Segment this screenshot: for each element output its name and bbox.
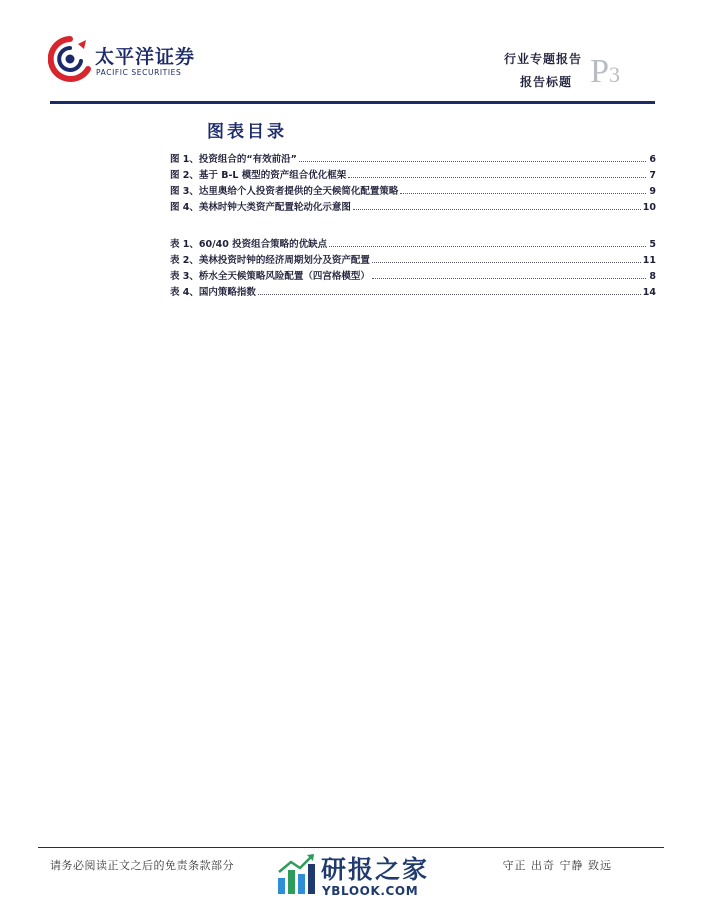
toc-entry-page: 9 — [649, 186, 656, 197]
header-divider — [50, 101, 655, 104]
toc-entry-table-2[interactable] — [170, 250, 656, 266]
toc-leader-dots — [372, 261, 641, 263]
toc-entry-label: 图 4、美林时钟大类资产配置轮动化示意图 — [170, 202, 351, 213]
toc-entry-figure-1[interactable] — [170, 149, 656, 165]
table-list — [170, 234, 656, 298]
toc-entry-page: 7 — [649, 170, 656, 181]
toc-entry-label: 图 2、基于 B-L 模型的资产组合优化框架 — [170, 170, 347, 181]
toc-heading: 图表目录 — [207, 122, 287, 142]
watermark-url: YBLOOK.COM — [322, 884, 419, 898]
toc-entry-label: 表 4、国内策略指数 — [170, 287, 256, 298]
page-number — [590, 55, 620, 89]
toc-entry-page: 10 — [642, 202, 656, 213]
toc-entry-page: 5 — [649, 239, 656, 250]
pacific-securities-logo-icon — [48, 36, 92, 84]
footer-disclaimer: 请务必阅读正文之后的免责条款部分 — [50, 859, 234, 872]
toc-leader-dots — [348, 176, 646, 178]
report-title: 报告标题 — [519, 75, 572, 89]
toc-entry-label: 表 3、桥水全天候策略风险配置（四宫格模型） — [170, 271, 370, 282]
toc-leader-dots — [353, 208, 641, 210]
report-type: 行业专题报告 — [503, 52, 582, 66]
toc-leader-dots — [258, 293, 641, 295]
toc-leader-dots — [400, 192, 646, 194]
footer-motto: 守正 出奇 宁静 致远 — [502, 859, 612, 872]
toc-entry-table-3[interactable] — [170, 266, 656, 282]
figure-list — [170, 149, 656, 213]
page-number-letter: P — [590, 53, 609, 90]
page-number-digit: 3 — [609, 62, 620, 87]
figure-table-of-contents — [170, 120, 656, 298]
toc-leader-dots — [299, 160, 646, 162]
toc-entry-figure-4[interactable] — [170, 197, 656, 213]
toc-entry-figure-2[interactable] — [170, 165, 656, 181]
toc-entry-label: 图 3、达里奥给个人投资者提供的全天候简化配置策略 — [170, 186, 399, 197]
company-name-cn: 太平洋证券 — [95, 46, 196, 68]
watermark-name-cn: 研报之家 — [321, 855, 430, 884]
page-header — [0, 0, 702, 110]
toc-entry-table-1[interactable] — [170, 234, 656, 250]
toc-leader-dots — [372, 277, 646, 279]
toc-entry-label: 表 1、60/40 投资组合策略的优缺点 — [170, 239, 328, 250]
toc-entry-figure-3[interactable] — [170, 181, 656, 197]
toc-entry-label: 图 1、投资组合的“有效前沿” — [170, 154, 297, 165]
company-name-en: PACIFIC SECURITIES — [96, 68, 182, 77]
toc-entry-table-4[interactable] — [170, 282, 656, 298]
toc-entry-page: 6 — [649, 154, 656, 165]
watermark-logo — [276, 848, 466, 904]
bar-chart-icon — [276, 852, 316, 896]
toc-entry-label: 表 2、美林投资时钟的经济周期划分及资产配置 — [170, 255, 370, 266]
toc-group-spacer — [170, 213, 656, 234]
toc-entry-page: 8 — [649, 271, 656, 282]
company-logo — [48, 36, 228, 92]
toc-entry-page: 11 — [642, 255, 656, 266]
toc-entry-page: 14 — [642, 287, 656, 298]
toc-leader-dots — [329, 245, 646, 247]
